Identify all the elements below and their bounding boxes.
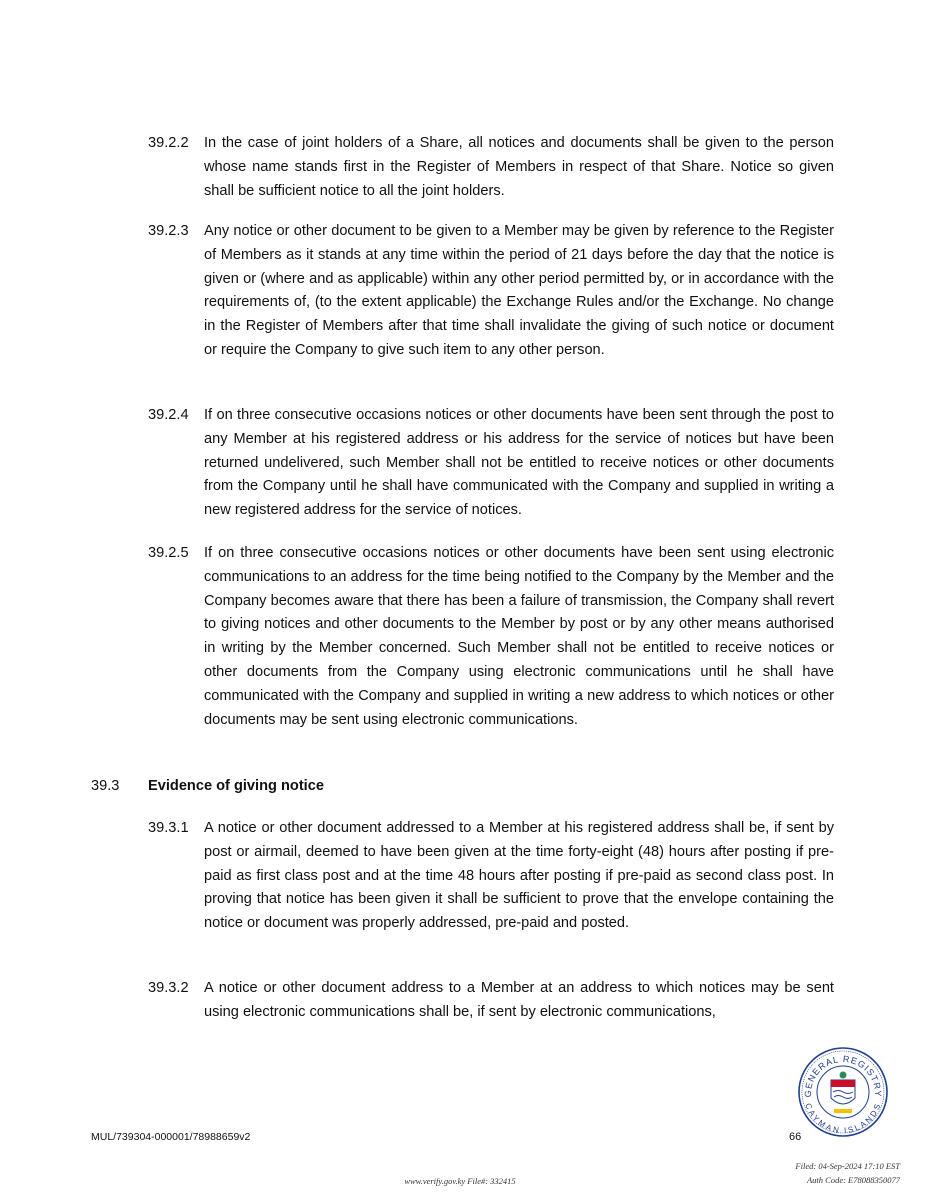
clause-number: 39.2.3 <box>148 223 189 239</box>
clause-text: Any notice or other document to be given to a Member may be given by reference to the Register of Members as it stands at any time within the period of 21 days before the day that the notice is given or (where and as applicable) within any other period permitted by, or in accordance with the requirements of, (to the extent applicable) the Exchange Rules and/or the Exchange. No change in the Register of Members after that time shall invalidate the giving of such notice or document or require the Company to give such item to any other person. <box>204 223 834 358</box>
clause-text: A notice or other document address to a Member at an address to which notices may be sent using electronic communications shall be, if sent by electronic communications, <box>204 980 834 1020</box>
clause-39-2-5 <box>148 542 834 732</box>
clause-text: If on three consecutive occasions notices or other documents have been sent through the post to any Member at his registered address or his address for the service of notices but have been returned undelivered, such Member shall not be entitled to receive notices or other documents from the Company until he shall have communicated with the Company and supplied in writing a new registered address for the service of notices. <box>204 407 834 519</box>
clause-number: 39.3.2 <box>148 980 189 996</box>
section-number: 39.3 <box>91 778 120 794</box>
filed-date: Filed: 04-Sep-2024 17:10 EST <box>795 1161 900 1171</box>
clause-39-3-1 <box>148 817 834 936</box>
verify-url: www.verify.gov.ky File#: 332415 <box>404 1176 516 1186</box>
auth-code: Auth Code: E78088350077 <box>806 1175 900 1185</box>
page-number: 66 <box>789 1131 802 1143</box>
clause-39-3-2 <box>148 977 834 1025</box>
clause-39-2-4 <box>148 404 834 523</box>
section-title: Evidence of giving notice <box>148 778 324 794</box>
filing-stamp <box>760 1159 900 1187</box>
document-reference: MUL/739304-000001/78988659v2 <box>91 1131 251 1143</box>
clause-number: 39.2.5 <box>148 545 189 561</box>
clause-number: 39.2.4 <box>148 407 189 423</box>
clause-text: A notice or other document addressed to a Member at his registered address shall be, if sent by post or airmail, deemed to have been given at the time forty-eight (48) hours after posting if pre-paid as first class post and at the time 48 hours after posting if pre-paid as second class post. In proving that notice has been given it shall be sufficient to prove that the envelope containing the notice or document was properly addressed, pre-paid and posted. <box>204 820 834 932</box>
clause-text: If on three consecutive occasions notices or other documents have been sent using electronic communications to an address for the time being notified to the Company by the Member and the Company becomes aware that there has been a failure of transmission, the Company shall revert to giving notices and other documents to the Member by post or by any other means authorised in writing by the Member concerned. Such Member shall not be entitled to receive notices or other documents from the Company using electronic communications until he shall have communicated with the Company and supplied in writing a new address to which notices or other documents may be sent using electronic communications. <box>204 545 834 728</box>
clause-text: In the case of joint holders of a Share, all notices and documents shall be given to the person whose name stands first in the Register of Members in respect of that Share. Notice so given shall be sufficient notice to all the joint holders. <box>204 135 834 199</box>
svg-text:GENERAL REGISTRY: GENERAL REGISTRY <box>802 1053 884 1098</box>
general-registry-seal-icon <box>789 1046 897 1138</box>
clause-number: 39.3.1 <box>148 820 189 836</box>
clause-39-2-3 <box>148 220 834 363</box>
clause-number: 39.2.2 <box>148 135 189 151</box>
svg-text:CAYMAN ISLANDS: CAYMAN ISLANDS <box>803 1102 883 1136</box>
clause-39-2-2 <box>148 132 834 203</box>
